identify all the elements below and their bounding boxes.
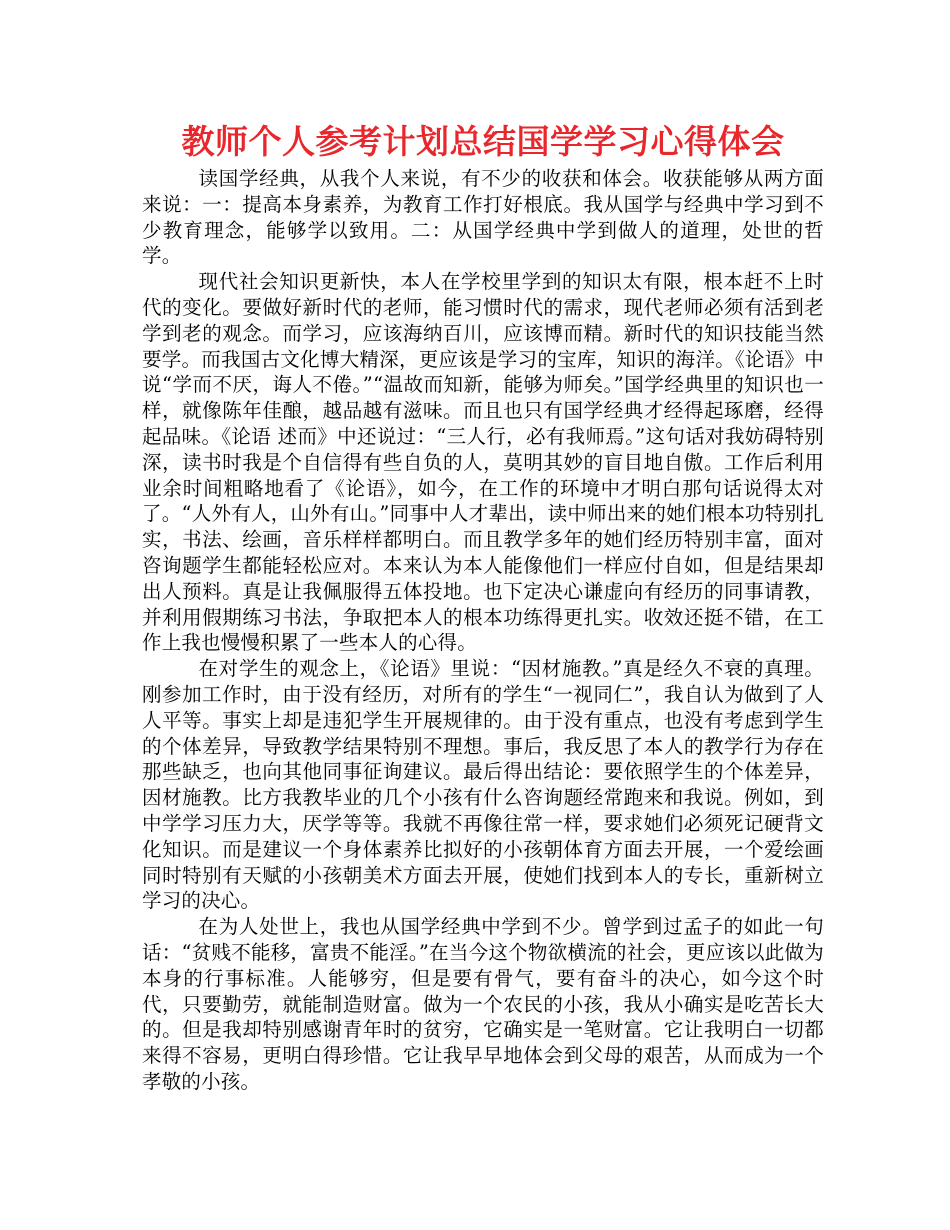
paragraph-3: 在对学生的观念上，《论语》里说：“因材施教。”真是经久不衰的真理。刚参加工作时，由于没有经历，对所有的学生“一视同仁”，我自认为做到了人人平等。事实上却是违犯学生开展规律的。由于没有重点，也没有考虑到学生的个体差异，导致教学结果特别不理想。事后，我反思了本人的教学行为存在那些缺乏，也向其他同事征询建议。最后得出结论：要依照学生的个体差异，因材施教。比方我教毕业的几个小孩有什么咨询题经常跑来和我说。例如，到中学学习压力大，厌学等等。我就不再像往常一样，要求她们必须死记硬背文化知识。而是建议一个身体素养比拟好的小孩朝体育方面去开展，一个爱绘画同时特别有天赋的小孩朝美术方面去开展，使她们找到本人的专长，重新树立学习的决心。 bbox=[142, 657, 824, 913]
paragraph-2: 现代社会知识更新快，本人在学校里学到的知识太有限，根本赶不上时代的变化。要做好新时代的老师，能习惯时代的需求，现代老师必须有活到老学到老的观念。而学习，应该海纳百川，应该博而精。新时代的知识技能当然要学。而我国古文化博大精深，更应该是学习的宝库，知识的海洋。《论语》中说“学而不厌，诲人不倦。”“温故而知新，能够为师矣。”国学经典里的知识也一样，就像陈年佳酿，越品越有滋味。而且也只有国学经典才经得起琢磨，经得起品味。《论语 述而》中还说过：“三人行，必有我师焉。”这句话对我妨碍特别深，读书时我是个自信得有些自负的人，莫明其妙的盲目地自傲。工作后利用业余时间粗略地看了《论语》，如今，在工作的环境中才明白那句话说得太对了。“人外有人，山外有山。”同事中人才辈出，读中师出来的她们根本功特别扎实，书法、绘画，音乐样样都明白。而且教学多年的她们经历特别丰富，面对咨询题学生都能轻松应对。本来认为本人能像他们一样应付自如，但是结果却出人预料。真是让我佩服得五体投地。也下定决心谦虚向有经历的同事请教，并利用假期练习书法，争取把本人的根本功练得更扎实。收效还挺不错，在工作上我也慢慢积累了一些本人的心得。 bbox=[142, 270, 824, 655]
paragraph-1: 读国学经典，从我个人来说，有不少的收获和体会。收获能够从两方面来说：一：提高本身素养，为教育工作打好根底。我从国学与经典中学习到不少教育理念，能够学以致用。二：从国学经典中学到做人的道理，处世的哲学。 bbox=[142, 167, 824, 268]
document-title: 教师个人参考计划总结国学学习心得体会 bbox=[181, 122, 785, 161]
document-body bbox=[142, 166, 824, 1095]
document-page bbox=[142, 118, 824, 1095]
paragraph-4: 在为人处世上，我也从国学经典中学到不少。曾学到过孟子的如此一句话：“贫贱不能移，富贵不能淫。”在当今这个物欲横流的社会，更应该以此做为本身的行事标准。人能够穷，但是要有骨气，要有奋斗的决心，如今这个时代，只要勤劳，就能制造财富。做为一个农民的小孩，我从小确实是吃苦长大的。但是我却特别感谢青年时的贫穷，它确实是一笔财富。它让我明白一切都来得不容易，更明白得珍惜。它让我早早地体会到父母的艰苦，从而成为一个孝敬的小孩。 bbox=[142, 915, 824, 1093]
